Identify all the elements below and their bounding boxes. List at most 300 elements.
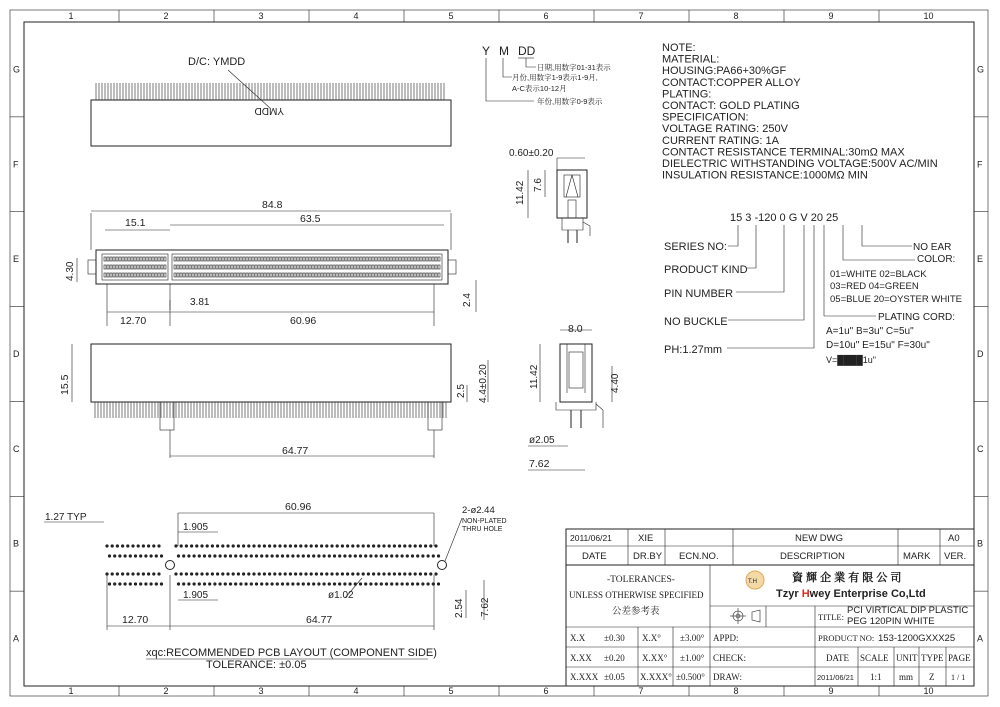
pcb-hole xyxy=(388,544,391,547)
pcb-hole xyxy=(232,544,235,547)
pcb-hole xyxy=(208,582,211,585)
pcb-hole xyxy=(206,572,209,575)
pcb-hole xyxy=(131,544,134,547)
zone-letter-right: C xyxy=(977,443,984,454)
tol-row-3-d: ±0.500° xyxy=(676,672,705,682)
notes-block xyxy=(662,42,938,182)
note-line: CURRENT RATING: 1A xyxy=(662,134,779,147)
pcb-hole xyxy=(113,582,116,585)
pcb-hole xyxy=(310,544,313,547)
dim-fp-60-96: 60.96 xyxy=(285,501,312,513)
pcb-hole xyxy=(108,582,111,585)
pcb-hole xyxy=(276,582,279,585)
pcb-hole xyxy=(437,554,440,557)
pcb-hole xyxy=(224,582,227,585)
color-option-3: 05=BLUE 20=OYSTER WHITE xyxy=(830,294,962,305)
pcb-hole xyxy=(242,572,245,575)
dim-end-7-62: 7.62 xyxy=(529,458,550,470)
pcb-hole xyxy=(203,554,206,557)
pcb-hole xyxy=(356,544,359,547)
pcb-hole xyxy=(160,582,163,585)
pcb-hole xyxy=(364,554,367,557)
pcb-hole xyxy=(424,572,427,575)
pcb-hole xyxy=(113,554,116,557)
date-code-line3: A-C表示10-12月 xyxy=(512,84,567,93)
pcb-hole xyxy=(105,544,108,547)
company-en-post: wey Enterprise Co,Ltd xyxy=(809,588,926,600)
pcb-hole xyxy=(395,582,398,585)
pcb-hole xyxy=(416,554,419,557)
pcb-hole xyxy=(150,554,153,557)
dim-fp-7-62: 7.62 xyxy=(480,597,491,617)
pcb-hole xyxy=(401,554,404,557)
dim-top-3-81: 3.81 xyxy=(190,297,210,308)
tol-row-1-a: X.X xyxy=(570,633,586,643)
pcb-hole xyxy=(317,554,320,557)
val-page: 1 / 1 xyxy=(951,673,966,682)
pcb-hole xyxy=(216,544,219,547)
pcb-hole xyxy=(147,544,150,547)
ph-label: PH:1.27mm xyxy=(664,344,723,356)
pcb-hole xyxy=(245,582,248,585)
title-label: TITLE: xyxy=(818,612,844,622)
title-line-1: PCI VIRTICAL DIP PLASTIC xyxy=(847,605,969,616)
pcb-hole xyxy=(333,582,336,585)
note-line: DIELECTRIC WITHSTANDING VOLTAGE:500V AC/MIN xyxy=(662,158,938,170)
pcb-hole xyxy=(372,544,375,547)
rev-date: 2011/06/21 xyxy=(570,533,612,543)
pcb-hole xyxy=(118,582,121,585)
pcb-hole xyxy=(139,554,142,557)
pcb-hole xyxy=(129,554,132,557)
dim-end-8-0: 8.0 xyxy=(568,323,583,335)
pcb-hole xyxy=(229,582,232,585)
pcb-hole xyxy=(200,544,203,547)
pcb-hole xyxy=(289,544,292,547)
dim-fp-non-plated: NON-PLATED xyxy=(462,518,507,525)
pcb-hole xyxy=(380,554,383,557)
tol-row-1-c: X.X° xyxy=(642,633,661,643)
footprint-title: xqc:RECOMMENDED PCB LAYOUT (COMPONENT SIDE) xyxy=(146,647,437,659)
pcb-hole xyxy=(429,544,432,547)
date-code-m: M xyxy=(499,44,509,58)
pcb-hole xyxy=(193,554,196,557)
tol-row-2-d: ±1.00° xyxy=(680,653,705,663)
logo-text: T.H xyxy=(748,579,757,585)
pcb-hole xyxy=(195,572,198,575)
pcb-hole xyxy=(185,572,188,575)
pcb-hole xyxy=(317,582,320,585)
pcb-hole xyxy=(239,582,242,585)
pcb-hole xyxy=(265,582,268,585)
dim-top-2-4: 2.4 xyxy=(462,293,473,307)
hdr-desc: DESCRIPTION xyxy=(780,551,845,562)
pcb-hole xyxy=(234,554,237,557)
pcb-hole xyxy=(118,554,121,557)
rev-ver: A0 xyxy=(948,533,960,544)
pcb-hole xyxy=(434,544,437,547)
date-code-line2: 月份,用数字1-9表示1-9月, xyxy=(512,73,598,82)
pcb-hole xyxy=(273,572,276,575)
pcb-hole xyxy=(281,554,284,557)
pcb-hole xyxy=(377,544,380,547)
pcb-hole xyxy=(395,554,398,557)
pcb-hole xyxy=(429,572,432,575)
dim-fp-thru-hole: THRU HOLE xyxy=(462,526,503,533)
pcb-hole xyxy=(182,554,185,557)
pcb-hole xyxy=(193,582,196,585)
pcb-hole xyxy=(367,572,370,575)
dim-side-7-6: 7.6 xyxy=(533,178,544,192)
tol-unless: UNLESS OTHERWISE SPECIFIED xyxy=(569,590,704,600)
zone-letter-left: E xyxy=(13,254,20,265)
date-code-dd: DD xyxy=(518,44,536,58)
pcb-hole xyxy=(341,544,344,547)
pcb-hole xyxy=(297,554,300,557)
pcb-hole xyxy=(174,544,177,547)
pcb-hole xyxy=(346,572,349,575)
pcb-hole xyxy=(393,572,396,575)
pcb-hole xyxy=(336,544,339,547)
company-en-pre: Tzyr xyxy=(776,588,802,600)
pcb-hole xyxy=(349,582,352,585)
pcb-hole xyxy=(323,554,326,557)
pcb-hole xyxy=(403,544,406,547)
pcb-hole xyxy=(411,554,414,557)
pcb-hole xyxy=(325,572,328,575)
plating-cord-label: PLATING CORD: xyxy=(878,312,956,323)
footprint-tolerance: TOLERANCE: ±0.05 xyxy=(206,659,307,671)
pcb-hole xyxy=(403,572,406,575)
pcb-hole xyxy=(419,572,422,575)
dim-top-4-30: 4.30 xyxy=(65,261,76,281)
pcb-hole xyxy=(129,582,132,585)
pcb-hole xyxy=(258,544,261,547)
zone-letter-right: A xyxy=(977,633,984,644)
pcb-hole xyxy=(134,582,137,585)
company-en-h: H xyxy=(801,588,810,600)
dim-front-15-5: 15.5 xyxy=(59,374,71,395)
zone-letter-left: D xyxy=(13,349,20,359)
zone-number-top: 5 xyxy=(448,11,454,21)
pcb-hole xyxy=(359,554,362,557)
plan-view-connector xyxy=(65,199,476,327)
val-type: Z xyxy=(929,672,935,682)
top-view-connector xyxy=(91,56,451,146)
pcb-hole xyxy=(271,554,274,557)
pcb-hole xyxy=(219,582,222,585)
pcb-hole xyxy=(271,582,274,585)
zone-letter-right: D xyxy=(977,349,984,359)
note-line: PLATING: xyxy=(662,88,712,101)
zone-number-top: 2 xyxy=(163,11,169,21)
pcb-hole xyxy=(278,544,281,547)
pcb-hole xyxy=(182,582,185,585)
pcb-hole xyxy=(393,544,396,547)
val-date: 2011/06/21 xyxy=(817,673,854,682)
dim-top-15-1: 15.1 xyxy=(125,217,146,229)
date-code-legend xyxy=(482,44,611,106)
zone-number-bottom: 9 xyxy=(828,686,834,696)
pcb-hole xyxy=(260,554,263,557)
pcb-hole xyxy=(356,572,359,575)
pcb-hole xyxy=(252,544,255,547)
tol-row-2-a: X.XX xyxy=(570,653,592,663)
pcb-hole xyxy=(424,544,427,547)
pcb-hole xyxy=(195,544,198,547)
pcb-hole xyxy=(187,582,190,585)
zone-letter-right: E xyxy=(977,254,984,265)
pcb-hole xyxy=(382,572,385,575)
dim-fp-1-27: 1.27 TYP xyxy=(45,512,87,523)
zone-letter-right: B xyxy=(977,538,984,549)
dim-side-11-42: 11.42 xyxy=(515,180,526,205)
zone-number-bottom: 4 xyxy=(353,686,359,696)
pcb-hole xyxy=(297,582,300,585)
dim-top-84-8: 84.8 xyxy=(262,199,283,211)
note-line: CONTACT:COPPER ALLOY xyxy=(662,76,801,89)
zone-number-top: 1 xyxy=(68,11,74,21)
pcb-hole xyxy=(237,544,240,547)
pcb-hole xyxy=(312,554,315,557)
pcb-hole xyxy=(250,554,253,557)
pcb-hole xyxy=(408,572,411,575)
hdr-drby: DR.BY xyxy=(633,551,663,562)
zone-letter-left: F xyxy=(13,159,19,170)
tol-row-3-a: X.XXX xyxy=(570,672,599,682)
pcb-hole xyxy=(213,554,216,557)
pcb-hole xyxy=(137,572,140,575)
dim-top-60-96: 60.96 xyxy=(290,315,317,327)
pcb-hole xyxy=(315,544,318,547)
pcb-hole xyxy=(211,572,214,575)
plating-option-2: D=10u" E=15u" F=30u" xyxy=(826,340,930,351)
date-code-y: Y xyxy=(482,44,491,58)
pcb-hole xyxy=(185,544,188,547)
pcb-hole xyxy=(142,544,145,547)
pcb-hole xyxy=(268,544,271,547)
company-en xyxy=(776,588,926,600)
pcb-hole xyxy=(268,572,271,575)
side-profile-view xyxy=(509,148,590,243)
tol-row-2-c: X.XX° xyxy=(642,653,668,663)
dim-top-12-70: 12.70 xyxy=(120,315,147,327)
pcb-hole xyxy=(320,572,323,575)
pcb-hole xyxy=(198,582,201,585)
product-kind-label: PRODUCT KIND xyxy=(664,264,748,276)
pcb-hole xyxy=(354,582,357,585)
pcb-hole xyxy=(284,544,287,547)
dim-fp-2-2-44: 2-ø2.44 xyxy=(462,505,495,516)
pcb-hole xyxy=(116,544,119,547)
zone-letter-left: B xyxy=(13,538,20,549)
dim-end-4-40: 4.40 xyxy=(610,373,621,393)
pcb-hole xyxy=(369,554,372,557)
pcb-hole xyxy=(126,572,129,575)
pcb-hole xyxy=(291,554,294,557)
pcb-hole xyxy=(116,572,119,575)
pcb-hole xyxy=(398,572,401,575)
pcb-hole xyxy=(382,544,385,547)
pcb-hole xyxy=(111,544,114,547)
pcb-hole xyxy=(157,544,160,547)
pcb-hole xyxy=(336,572,339,575)
pcb-hole xyxy=(375,582,378,585)
pcb-hole xyxy=(177,582,180,585)
pcb-hole xyxy=(432,582,435,585)
pcb-hole xyxy=(411,582,414,585)
rev-desc: NEW DWG xyxy=(795,533,844,544)
tol-row-1-b: ±0.30 xyxy=(604,633,625,643)
no-buckle-label: NO BUCKLE xyxy=(664,316,728,328)
dim-front-4-4: 4.4±0.20 xyxy=(478,364,489,403)
note-line: HOUSING:PA66+30%GF xyxy=(662,65,787,78)
pcb-hole xyxy=(255,582,258,585)
company-cn: 資 輝 企 業 有 限 公 司 xyxy=(792,572,902,584)
pcb-hole xyxy=(213,582,216,585)
pcb-hole xyxy=(124,582,127,585)
part-code-string: 15 3 -120 0 G V 20 25 xyxy=(730,212,839,224)
pcb-hole xyxy=(198,554,201,557)
pcb-hole xyxy=(416,582,419,585)
pcb-hole xyxy=(247,572,250,575)
dim-front-64-77: 64.77 xyxy=(282,445,309,457)
third-angle-projection-icon xyxy=(730,608,760,624)
pcb-hole xyxy=(325,544,328,547)
pcb-hole xyxy=(304,544,307,547)
part-number-breakdown xyxy=(664,212,962,366)
tol-row-3-c: X.XXX° xyxy=(640,672,672,682)
pcb-hole xyxy=(307,582,310,585)
pcb-hole xyxy=(273,544,276,547)
pcb-hole xyxy=(330,544,333,547)
pcb-hole xyxy=(239,554,242,557)
pcb-hole xyxy=(406,582,409,585)
color-label: COLOR: xyxy=(917,254,956,265)
tol-title: -TOLERANCES- xyxy=(607,575,675,585)
zone-number-bottom: 3 xyxy=(258,686,264,696)
dim-fp-2-54: 2.54 xyxy=(454,598,465,618)
pcb-hole xyxy=(349,554,352,557)
pcb-hole xyxy=(150,582,153,585)
pcb-hole xyxy=(121,544,124,547)
pcb-hole xyxy=(155,554,158,557)
zone-number-top: 8 xyxy=(733,11,739,21)
pcb-hole xyxy=(304,572,307,575)
tol-cn: 公差参考表 xyxy=(612,606,660,617)
tol-row-1-d: ±3.00° xyxy=(680,633,705,643)
dim-front-2-5: 2.5 xyxy=(456,384,467,398)
pcb-hole xyxy=(414,572,417,575)
pcb-hole xyxy=(380,582,383,585)
pcb-hole xyxy=(421,582,424,585)
pcb-hole xyxy=(354,554,357,557)
title-line-2: PEG 120PIN WHITE xyxy=(847,616,935,627)
pcb-hole xyxy=(180,572,183,575)
dim-end-2-05: ø2.05 xyxy=(529,435,555,446)
zone-number-bottom: 6 xyxy=(543,686,549,696)
pcb-hole xyxy=(294,544,297,547)
pcb-hole xyxy=(229,554,232,557)
hdr-ecn: ECN.NO. xyxy=(679,551,719,562)
zone-number-top: 9 xyxy=(828,11,834,21)
note-line: INSULATION RESISTANCE:1000MΩ MIN xyxy=(662,169,868,182)
pcb-hole xyxy=(278,572,281,575)
pcb-hole xyxy=(221,572,224,575)
pcb-hole xyxy=(328,554,331,557)
pcb-hole xyxy=(221,544,224,547)
hdr-mark: MARK xyxy=(903,551,931,562)
pcb-hole xyxy=(226,572,229,575)
color-option-1: 01=WHITE 02=BLACK xyxy=(830,269,927,280)
pcb-hole xyxy=(362,544,365,547)
col-unit: UNIT xyxy=(896,653,918,663)
pcb-hole xyxy=(155,582,158,585)
pcb-hole xyxy=(139,582,142,585)
pcb-hole xyxy=(289,572,292,575)
pcb-hole xyxy=(286,554,289,557)
date-code-line1: 日期,用数字01-31表示 xyxy=(537,63,611,72)
zone-number-bottom: 7 xyxy=(638,686,644,696)
zone-number-top: 10 xyxy=(923,11,934,21)
dim-fp-1-905-a: 1.905 xyxy=(183,522,209,533)
note-line: NOTE: xyxy=(662,42,696,54)
zone-number-bottom: 5 xyxy=(448,686,454,696)
col-page: PAGE xyxy=(948,653,971,663)
pcb-hole xyxy=(232,572,235,575)
pcb-hole xyxy=(307,554,310,557)
zone-number-top: 3 xyxy=(258,11,264,21)
pcb-hole xyxy=(255,554,258,557)
zone-number-top: 6 xyxy=(543,11,549,21)
zone-number-top: 7 xyxy=(638,11,644,21)
dim-top-63-5: 63.5 xyxy=(300,213,321,225)
date-code-line4: 年份,用数字0-9表示 xyxy=(537,97,603,106)
pcb-hole xyxy=(427,554,430,557)
note-line: VOLTAGE RATING: 250V xyxy=(662,123,788,136)
pcb-hole xyxy=(333,554,336,557)
series-no-label: SERIES NO: xyxy=(664,241,727,253)
zone-number-bottom: 2 xyxy=(163,686,169,696)
pcb-hole xyxy=(401,582,404,585)
tol-row-3-b: ±0.05 xyxy=(604,672,625,682)
pcb-hole xyxy=(437,582,440,585)
pcb-hole xyxy=(190,572,193,575)
pcb-hole xyxy=(385,554,388,557)
front-view-connector xyxy=(59,344,489,458)
pcb-hole xyxy=(144,582,147,585)
val-scale: 1:1 xyxy=(870,672,882,682)
pcb-hole xyxy=(323,582,326,585)
zone-letter-left: A xyxy=(13,633,20,644)
zone-number-bottom: 1 xyxy=(68,686,74,696)
pcb-hole xyxy=(187,554,190,557)
pcb-hole xyxy=(372,572,375,575)
pcb-hole xyxy=(414,544,417,547)
dim-fp-1-905-b: 1.905 xyxy=(183,590,209,601)
pcb-hole xyxy=(312,582,315,585)
pcb-hole xyxy=(351,544,354,547)
pcb-hole xyxy=(398,544,401,547)
pcb-hole xyxy=(250,582,253,585)
pcb-hole xyxy=(346,544,349,547)
pcb-hole xyxy=(124,554,127,557)
pcb-hole xyxy=(362,572,365,575)
pcb-hole xyxy=(211,544,214,547)
plating-option-3: V=████1u" xyxy=(826,355,876,365)
pcb-hole xyxy=(263,572,266,575)
hdr-date: DATE xyxy=(582,551,607,562)
